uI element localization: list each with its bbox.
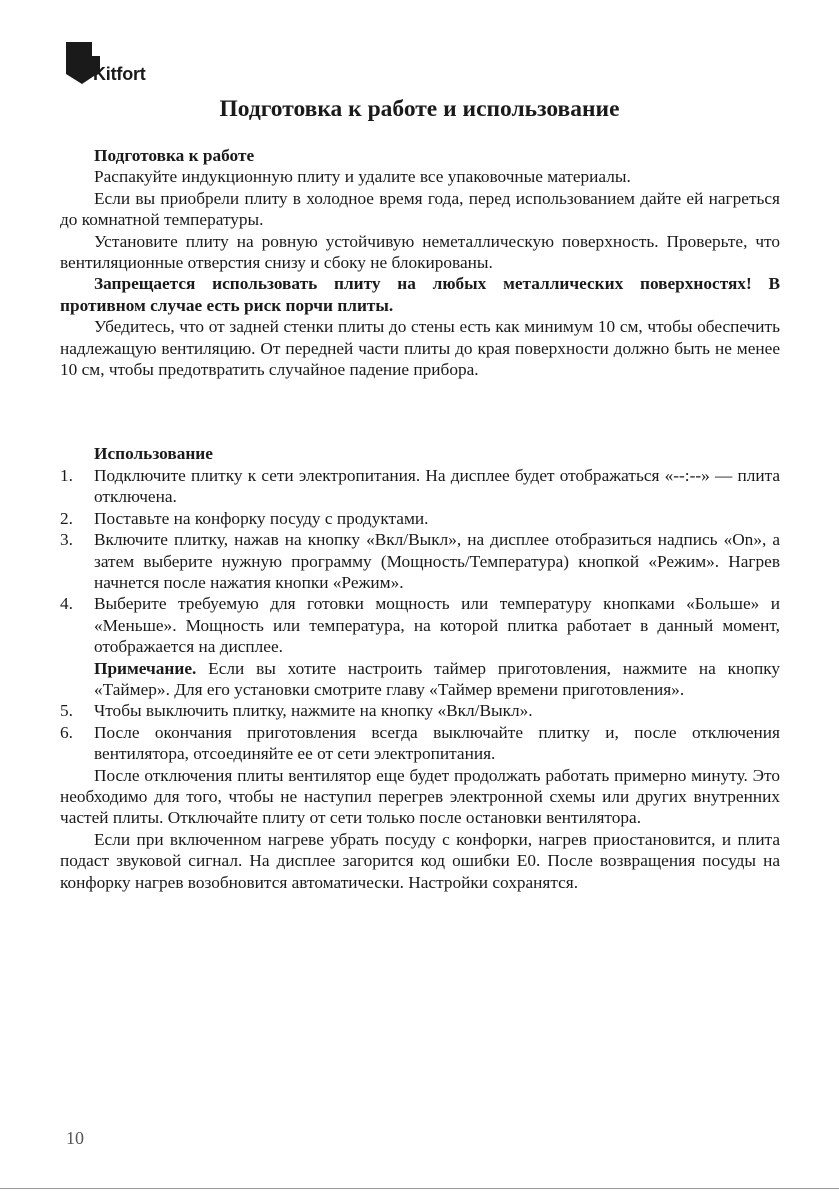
list-item [60,508,780,529]
step-text: Включите плитку, нажав на кнопку «Вкл/Выкл», на дисплее отобразиться надпись «On», а затем выберите нужную программу (Мощность/Температура) кнопкой «Режим». Нагрев начнется после нажатия кнопки «Режим». [94,530,780,592]
step-text: Выберите требуемую для готовки мощность или температуру кнопками «Больше» и «Меньше». Мощность или температура, на которой плитка работает в данный момент, отображается на дисплее. [94,594,780,657]
list-item [60,529,780,593]
usage-steps-list-continued [60,700,780,764]
brand-logo [66,42,146,84]
step-number: 2. [60,508,73,528]
step-text: Поставьте на конфорку посуду с продуктами. [94,508,429,528]
paragraph-surface: Установите плиту на ровную устойчивую неметаллическую поверхность. Проверьте, что вентиляционные отверстия снизу и сбоку не блокированы. [60,231,780,273]
paragraph-ventilation: Убедитесь, что от задней стенки плиты до стены есть как минимум 10 см, чтобы обеспечить надлежащую вентиляцию. От передней части плиты до края поверхности должно быть не менее 10 см, чтобы предотвратить случайное падение прибора. [60,317,780,380]
step-number: 6. [60,722,73,742]
bottom-rule [0,1188,839,1189]
brand-name: Kitfort [93,64,146,84]
paragraph-fan: После отключения плиты вентилятор еще будет продолжать работать примерно минуту. Это необходимо для того, чтобы не наступил перегрев электронной схемы или других внутренних частей плиты. Отключайте плиту от сети только после остановки вентилятора. [60,765,780,828]
paragraph-error-e0: Если при включенном нагреве убрать посуду с конфорки, нагрев приостановится, и плита подаст звуковой сигнал. На дисплее загорится код ошибки E0. После возвращения посуды на конфорку нагрев возобновится автоматически. Настройки сохранятся. [60,829,780,892]
note-timer [60,658,780,701]
step-text: Подключите плитку к сети электропитания. На дисплее будет отображаться «--:--» — плита отключена. [94,465,780,507]
list-item [60,700,780,721]
list-item [60,722,780,765]
step-number: 4. [60,594,73,614]
section-heading-usage: Использование [94,444,213,464]
list-item [60,593,780,657]
section-heading-preparation: Подготовка к работе [94,146,255,165]
section-spacer [60,380,780,443]
step-text: После окончания приготовления всегда выключайте плитку и, после отключения вентилятора, отсоединяйте ее от сети электропитания. [94,722,780,764]
document-body [60,145,780,893]
usage-steps-list [60,465,780,658]
note-label: Примечание. [94,658,197,678]
step-number: 5. [60,701,73,721]
warning-metal-surface: Запрещается использовать плиту на любых металлических поверхностях! В противном случае есть риск порчи плиты. [60,274,780,315]
page-title: Подготовка к работе и использование [219,96,620,122]
paragraph-unpack: Распакуйте индукционную плиту и удалите все упаковочные материалы. [94,167,631,187]
step-text: Чтобы выключить плитку, нажмите на кнопку «Вкл/Выкл». [94,701,533,721]
note-text: Если вы хотите настроить таймер приготовления, нажмите на кнопку «Таймер». Для его установки смотрите главу «Таймер времени приготовления». [94,658,780,699]
step-number: 3. [60,530,73,550]
page-number: 10 [66,1128,84,1148]
step-number: 1. [60,465,73,485]
list-item [60,465,780,508]
paragraph-cold-season: Если вы приобрели плиту в холодное время года, перед использованием дайте ей нагреться до комнатной температуры. [60,188,780,230]
